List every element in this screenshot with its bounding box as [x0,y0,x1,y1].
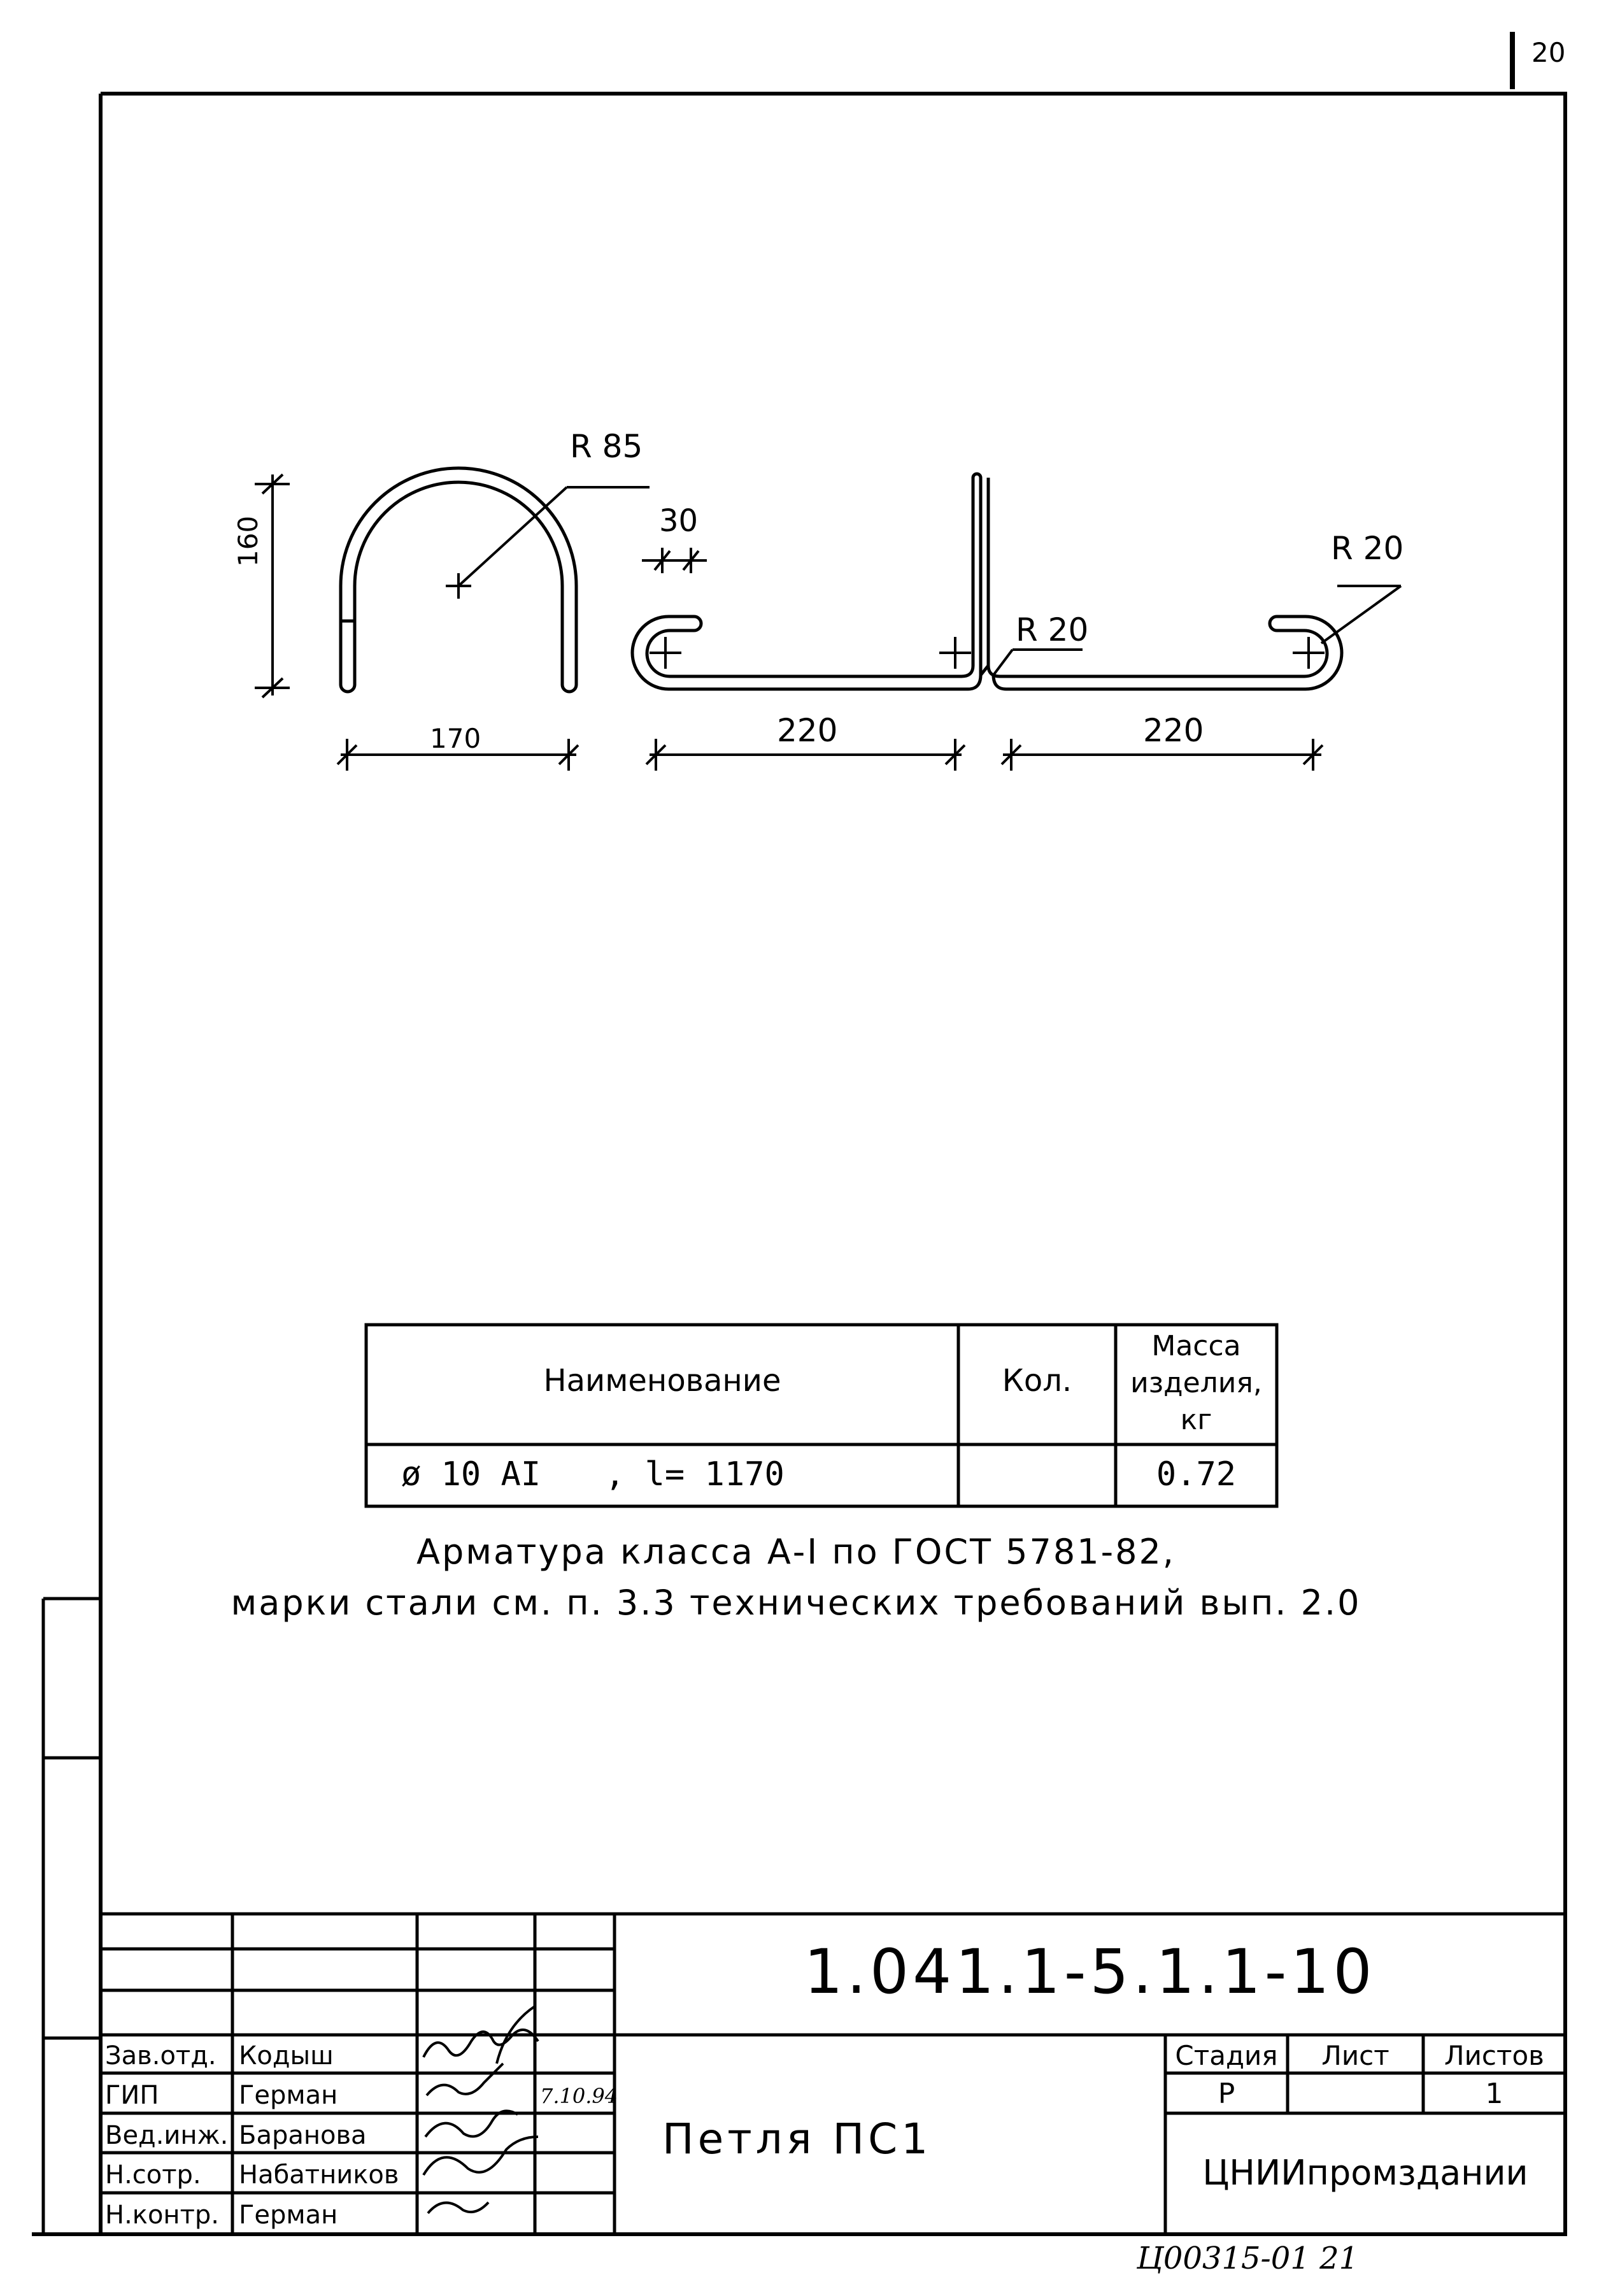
loop-left-length-label: 220 [777,712,838,749]
loop-right-length-label: 220 [1143,712,1204,749]
spec-row-mass: 0.72 [1156,1455,1237,1494]
drawing-title: Петля ПС1 [662,2114,932,2164]
signatures [423,2006,538,2213]
spec-row-diameter: ø 10 АI [401,1455,541,1494]
organization: ЦНИИпромздании [1202,2153,1528,2193]
role-1: Зав.отд. [105,2041,217,2071]
sheets-value: 1 [1485,2078,1503,2110]
role-2: ГИП [105,2081,159,2110]
stage-header: Стадия [1175,2040,1278,2071]
loop-bar-shape [632,474,1342,689]
name-3: Баранова [239,2121,367,2150]
spec-header-mass-line3: кг [1180,1404,1212,1436]
doc-code: 1.041.1-5.1.1-10 [804,1936,1376,2007]
loop-right-radius-label: R 20 [1331,530,1404,567]
loop-left-radius-label: R 20 [1016,611,1089,648]
loop-length-dimensions [646,739,1323,771]
sheets-header: Листов [1444,2040,1544,2071]
footer-note: Ц00315-01 21 [1137,2241,1359,2276]
arch-radius-label: R 85 [570,428,643,465]
arch-width-label: 170 [430,723,481,754]
stage-value: Р [1218,2078,1235,2110]
spec-row-length: , l= 1170 [605,1455,785,1494]
spec-header-name: Наименование [543,1363,781,1399]
spec-header-mass-line2: изделия, [1130,1367,1262,1399]
spec-header-mass-line1: Масса [1151,1330,1241,1362]
spec-header-mass [1116,1328,1277,1439]
arch-radius-leader [446,487,650,599]
role-5: Н.контр. [105,2200,219,2230]
role-3: Вед.инж. [105,2121,229,2150]
binding-strip [43,1599,101,2234]
sheet-header: Лист [1321,2040,1389,2071]
name-4: Набатников [239,2160,399,2190]
role-4: Н.сотр. [105,2160,201,2190]
name-1: Кодыш [239,2041,334,2071]
note-line-2: марки стали см. п. 3.3 технических требований вып. 2.0 [231,1583,1361,1623]
arch-height-dimension [255,474,290,697]
page-number: 20 [1531,37,1566,68]
name-2: Герман [239,2081,338,2110]
hook-30-dimension [642,548,707,573]
arch-height-label: 160 [232,515,264,567]
date-2: 7.10.94 [540,2084,618,2108]
spec-header-qty: Кол. [1002,1363,1072,1399]
name-5: Герман [239,2200,338,2230]
note-line-1: Арматура класса А-I по ГОСТ 5781-82, [416,1532,1176,1572]
hook-dim-label: 30 [659,503,699,539]
